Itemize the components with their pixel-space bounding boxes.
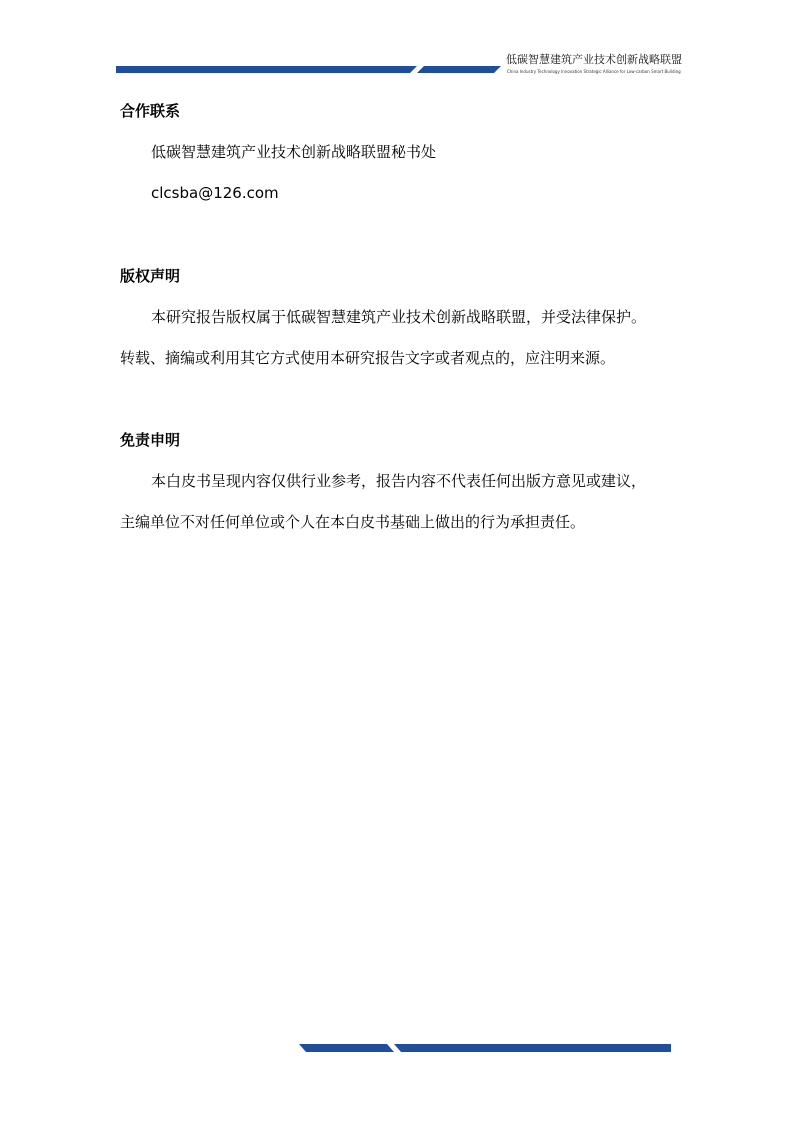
disclaimer-heading: 免责申明 xyxy=(120,431,181,449)
disclaimer-line-2: 主编单位不对任何单位或个人在本白皮书基础上做出的行为承担责任。 xyxy=(120,513,586,531)
footer-band-right-stripe xyxy=(394,1044,671,1052)
header-band-right-stripe xyxy=(417,66,501,73)
header-band xyxy=(116,64,501,75)
copyright-line-2: 转载、摘编或利用其它方式使用本研究报告文字或者观点的，应注明来源。 xyxy=(120,349,616,367)
copyright-heading: 版权声明 xyxy=(120,267,181,285)
copyright-line-1: 本研究报告版权属于低碳智慧建筑产业技术创新战略联盟，并受法律保护。 xyxy=(151,308,647,326)
header-org-name: 低碳智慧建筑产业技术创新战略联盟 xyxy=(506,53,682,66)
contact-email: clcsba@126.com xyxy=(151,184,279,202)
disclaimer-line-1: 本白皮书呈现内容仅供行业参考，报告内容不代表任何出版方意见或建议， xyxy=(151,472,647,490)
contact-org-line: 低碳智慧建筑产业技术创新战略联盟秘书处 xyxy=(151,143,437,161)
footer-band xyxy=(299,1043,671,1054)
footer-band-left-stripe xyxy=(299,1044,394,1052)
contact-heading: 合作联系 xyxy=(120,102,181,120)
header-band-left-stripe xyxy=(116,66,417,73)
header-org-name-en: China Industry Technology Innovation Strategic Alliance for Low-carbon Smart Building xyxy=(507,69,681,74)
